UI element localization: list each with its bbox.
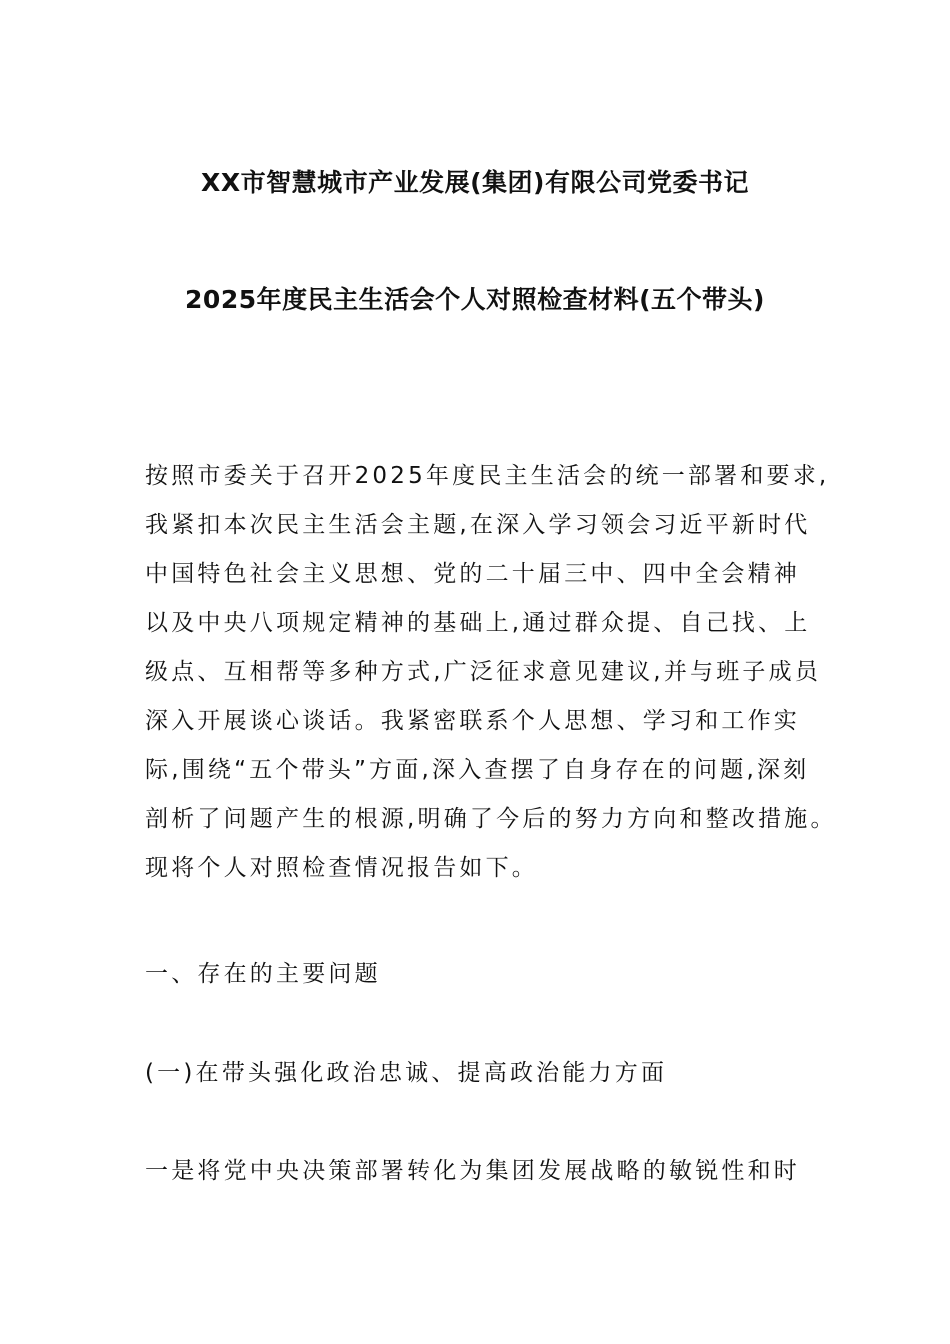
paragraph-line: 我紧扣本次民主生活会主题,在深入学习领会习近平新时代 <box>145 512 811 538</box>
document-title-line-2: 2025年度民主生活会个人对照检查材料(五个带头) <box>185 285 765 314</box>
paragraph-line: 按照市委关于召开2025年度民主生活会的统一部署和要求, <box>145 463 830 489</box>
paragraph-line: 以及中央八项规定精神的基础上,通过群众提、自己找、上 <box>145 610 811 636</box>
paragraph-line: 际,围绕“五个带头”方面,深入查摆了自身存在的问题,深刻 <box>145 757 810 783</box>
body-paragraph-start: 一是将党中央决策部署转化为集团发展战略的敏锐性和时 <box>145 1158 800 1184</box>
paragraph-line: 深入开展谈心谈话。我紧密联系个人思想、学习和工作实 <box>145 708 800 734</box>
paragraph-line: 中国特色社会主义思想、党的二十届三中、四中全会精神 <box>145 561 800 587</box>
document-title-line-1: XX市智慧城市产业发展(集团)有限公司党委书记 <box>201 168 749 197</box>
paragraph-line: 现将个人对照检查情况报告如下。 <box>145 855 538 881</box>
section-heading: 一、存在的主要问题 <box>145 961 381 987</box>
paragraph-line: 级点、互相帮等多种方式,广泛征求意见建议,并与班子成员 <box>145 659 822 685</box>
paragraph-line: 剖析了问题产生的根源,明确了今后的努力方向和整改措施。 <box>145 806 837 832</box>
subsection-heading: (一)在带头强化政治忠诚、提高政治能力方面 <box>145 1060 668 1086</box>
